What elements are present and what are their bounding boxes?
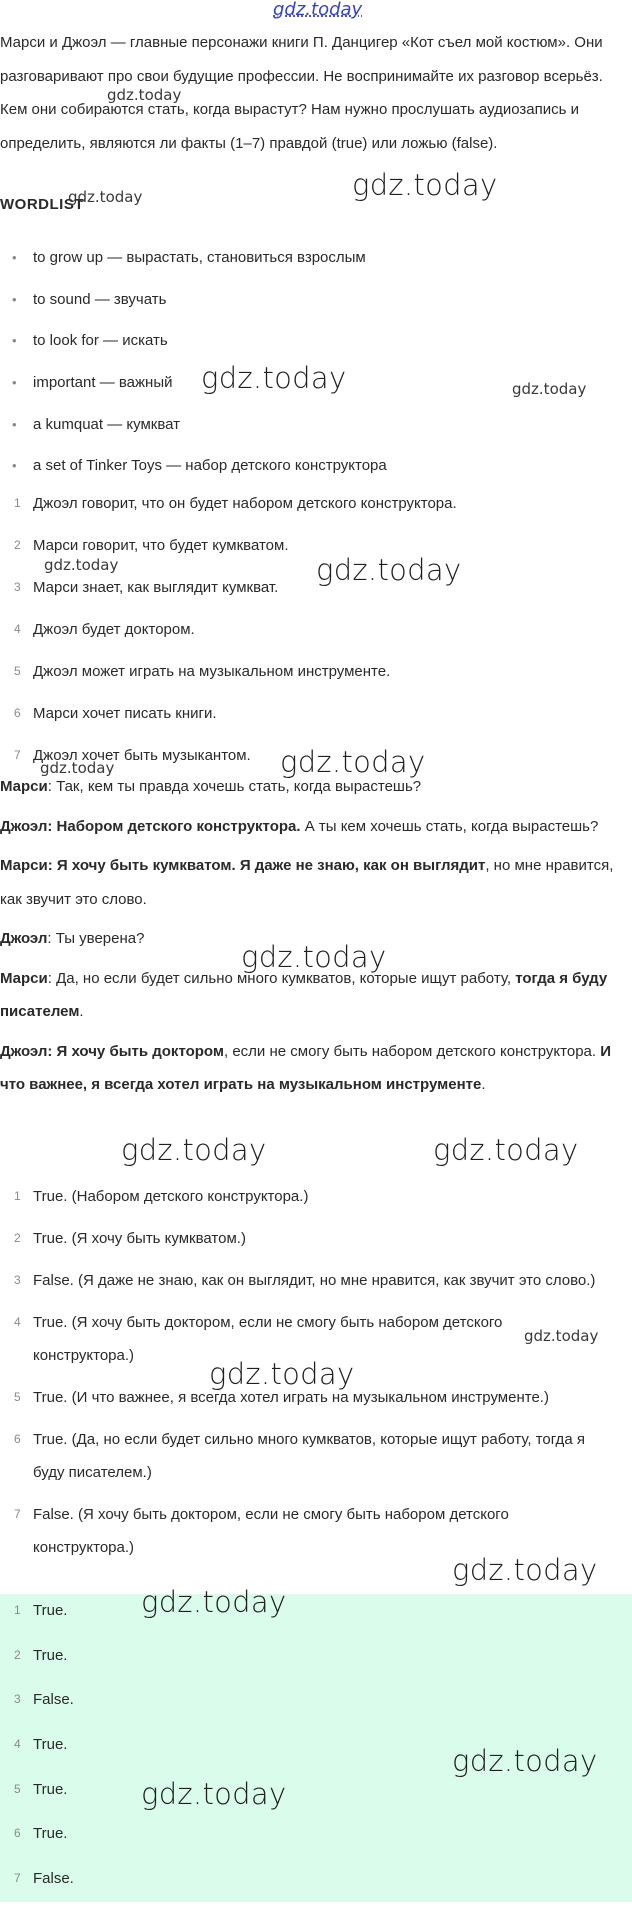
- item-number: 2: [14, 538, 21, 552]
- item-number: 5: [14, 1390, 21, 1404]
- item-number: 4: [14, 1315, 21, 1329]
- answer-item: [0, 1683, 632, 1728]
- line-text: : Так, кем ты правда хочешь стать, когда вырастешь?: [47, 778, 422, 795]
- speaker-name: Марси: [0, 778, 48, 795]
- line-text: : Да, но если будет сильно много кумкватов, которые ищут работу,: [47, 969, 516, 987]
- item-number: 6: [14, 1432, 21, 1446]
- line-text: , если не смогу быть набором детского конструктора.: [223, 1042, 601, 1060]
- speaker-name: Марси: [0, 857, 48, 874]
- dialogue-transcript: [0, 770, 626, 1108]
- line-text: .: [481, 1076, 486, 1093]
- dialogue-line: [0, 849, 626, 916]
- item-number: 7: [14, 1871, 21, 1886]
- statement-text: Марси говорит, что будет кумкватом.: [33, 537, 289, 554]
- answer-text: True. (Набором детского конструктора.): [33, 1188, 309, 1205]
- answer-item: [0, 1817, 632, 1862]
- statement-item: [0, 613, 457, 655]
- statement-text: Марси знает, как выглядит кумкват.: [33, 579, 279, 596]
- wordlist-title: WORDLIST: [0, 196, 84, 213]
- intro-section: [0, 0, 632, 160]
- item-number: 5: [14, 1781, 21, 1796]
- answer-text: True.: [33, 1602, 68, 1619]
- statement-text: Марси хочет писать книги.: [33, 705, 217, 722]
- answer-text: False. (Я хочу быть доктором, если не смогу быть набором детского конструктора.): [33, 1506, 509, 1556]
- answer-text: True. (Я хочу быть доктором, если не смогу быть набором детского конструктора.): [33, 1314, 503, 1364]
- wordlist-item: • to grow up — вырастать, становиться взрослым: [0, 245, 387, 287]
- speaker-name: Джоэл: Набором детского конструктора.: [0, 817, 301, 835]
- answer-item: [0, 1594, 632, 1639]
- answer-text: True. (И что важнее, я всегда хотел играть на музыкальном инструменте.): [33, 1389, 549, 1406]
- wordlist-item: • to sound — звучать: [0, 287, 387, 329]
- statement-text: Джоэл хочет быть музыкантом.: [33, 747, 251, 764]
- statement-item: [0, 487, 457, 529]
- watermark: gdz.today: [452, 1553, 598, 1587]
- item-number: 4: [14, 1737, 21, 1752]
- watermark: gdz.today: [352, 168, 498, 202]
- line-bold: : Я хочу быть кумкватом. Я даже не знаю, как он выглядит: [47, 857, 486, 874]
- wordlist-item: • important — важный: [0, 370, 387, 412]
- line-bold: И что важнее, я всегда хотел играть на музыкальном инструменте: [0, 1042, 611, 1093]
- item-number: 2: [14, 1231, 21, 1245]
- wordlist-item: • a set of Tinker Toys — набор детского конструктора: [0, 453, 387, 495]
- answer-text: True. (Я хочу быть кумкватом.): [33, 1230, 246, 1247]
- watermark: gdz.today: [280, 745, 426, 779]
- watermark: gdz.today: [44, 556, 119, 574]
- answer-item: [0, 1773, 632, 1818]
- watermark: gdz.today: [141, 1777, 287, 1811]
- answer-text: True.: [33, 1780, 68, 1798]
- speaker-name: Джоэл: Я хочу быть доктором: [0, 1042, 224, 1060]
- watermark: gdz.today: [141, 1585, 287, 1619]
- item-number: 3: [14, 1273, 21, 1287]
- line-text: А ты кем хочешь стать, когда вырастешь?: [300, 817, 599, 835]
- watermark: gdz.today: [201, 361, 347, 395]
- answer-text: True.: [33, 1736, 68, 1754]
- item-number: 6: [14, 1826, 21, 1841]
- speaker-name: Марси: [0, 969, 48, 987]
- watermark: gdz.today: [316, 553, 462, 587]
- answer-text: False.: [33, 1870, 74, 1888]
- answer-text: True.: [33, 1646, 68, 1664]
- wordlist-item: • to look for — искать: [0, 328, 387, 370]
- item-number: 6: [14, 706, 21, 720]
- item-number: 7: [14, 1507, 21, 1521]
- line-text: , но мне нравится, как звучит это слово.: [0, 857, 614, 908]
- item-number: 1: [14, 1603, 21, 1617]
- answer-item: [0, 1862, 632, 1907]
- item-number: 7: [14, 748, 21, 762]
- watermark: gdz.today: [512, 380, 587, 398]
- answer-item: [0, 1180, 610, 1213]
- intro-text: Марси и Джоэл — главные персонажи книги П. Данцигер «Кот съел мой костюм». Они разговаривают про свои будущие профессии. Не воспринимайте их разговор всерьёз. Кем они собираются стать, когда вырастут? Нам нужно прослушать аудиозапись и определить, являются ли факты (1–7) правдой (true) или ложью (false).: [0, 34, 603, 152]
- statement-item: [0, 697, 457, 739]
- item-number: 2: [14, 1647, 21, 1662]
- line-bold: тогда я буду писателем: [0, 969, 608, 1020]
- item-number: 3: [14, 1692, 21, 1707]
- item-number: 4: [14, 622, 21, 636]
- line-text: : Ты уверена?: [47, 930, 145, 947]
- statement-item: [0, 655, 457, 697]
- line-text: .: [79, 1003, 84, 1020]
- item-number: 1: [14, 1189, 21, 1203]
- watermark: gdz.today: [524, 1327, 599, 1345]
- item-number: 5: [14, 664, 21, 678]
- watermark: gdz.today: [68, 188, 143, 206]
- item-number: 1: [14, 496, 21, 510]
- answer-text: True.: [33, 1825, 68, 1843]
- answer-item: [0, 1423, 610, 1489]
- watermark: gdz.today: [40, 759, 115, 777]
- answer-item: [0, 1222, 610, 1255]
- answer-text: False. (Я даже не знаю, как он выглядит, но мне нравится, как звучит это слово.): [33, 1272, 596, 1289]
- answer-item: [0, 1639, 632, 1684]
- dialogue-line: [0, 810, 626, 844]
- speaker-name: Джоэл: [0, 930, 48, 947]
- watermark: gdz.today: [452, 1744, 598, 1778]
- watermark: gdz.today: [273, 0, 363, 20]
- watermark: gdz.today: [433, 1133, 579, 1167]
- wordlist-item: • a kumquat — кумкват: [0, 412, 387, 454]
- item-number: 3: [14, 580, 21, 594]
- watermark: gdz.today: [241, 940, 387, 974]
- answer-text: False.: [33, 1691, 74, 1709]
- statement-text: Джоэл говорит, что он будет набором детского конструктора.: [33, 495, 457, 512]
- answer-item: [0, 1264, 610, 1297]
- watermark: gdz.today: [121, 1133, 267, 1167]
- watermark: gdz.today: [209, 1357, 355, 1391]
- dialogue-line: [0, 1035, 626, 1102]
- statement-text: Джоэл будет доктором.: [33, 621, 195, 638]
- statement-text: Джоэл может играть на музыкальном инструменте.: [33, 663, 391, 680]
- answer-text: True. (Да, но если будет сильно много кумкватов, которые ищут работу, тогда я буду писателем.): [33, 1431, 585, 1481]
- watermark: gdz.today: [107, 86, 182, 104]
- statements-list: [0, 487, 457, 781]
